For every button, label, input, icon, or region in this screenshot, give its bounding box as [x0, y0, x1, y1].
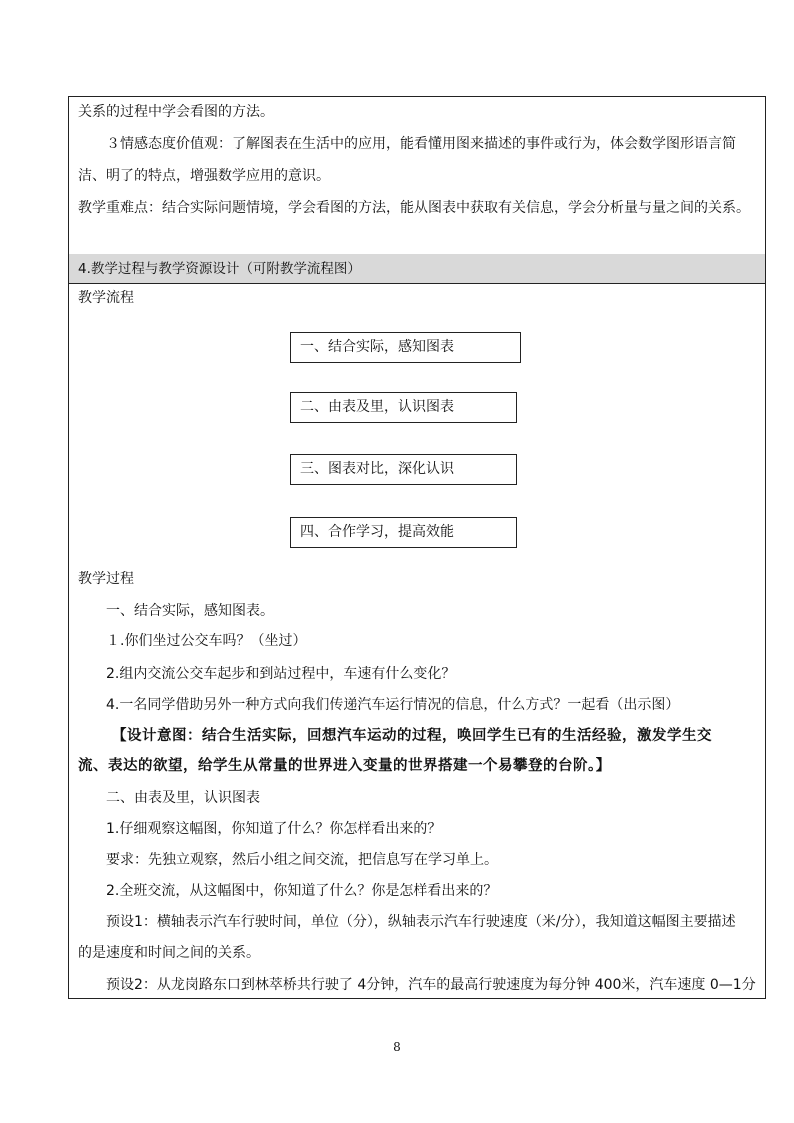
process-line: 2.组内交流公交车起步和到站过程中，车速有什么变化？ [106, 666, 456, 682]
flow-step-1: 一、结合实际，感知图表 [290, 332, 521, 363]
design-intent-line-1: 【设计意图：结合生活实际，回想汽车运动的过程，唤回学生已有的生活经验，激发学生交 [112, 727, 712, 744]
page-number: 8 [393, 1040, 401, 1054]
process-line: 的是速度和时间之间的关系。 [78, 945, 260, 961]
process-line: 4.一名同学借助另外一种方式向我们传递汽车运行情况的信息，什么方式？一起看（出示图） [106, 697, 680, 713]
flow-step-4: 四、合作学习，提高效能 [290, 517, 517, 548]
process-line: 2.全班交流，从这幅图中，你知道了什么？你是怎样看出来的？ [106, 883, 498, 899]
process-line: １.你们坐过公交车吗？（坐过） [106, 633, 307, 649]
flow-step-3: 三、图表对比，深化认识 [290, 454, 517, 485]
process-line: 预设1：横轴表示汽车行驶时间，单位（分），纵轴表示汽车行驶速度（米/分），我知道这幅图主要描述 [106, 914, 736, 930]
objective-line-3: 洁、明了的特点，增强数学应用的意识。 [78, 168, 330, 184]
key-difficulties: 教学重难点：结合实际问题情境，学会看图的方法，能从图表中获取有关信息，学会分析量与量之间的关系。 [78, 200, 750, 216]
objective-line-2: ３情感态度价值观：了解图表在生活中的应用，能看懂用图来描述的事件或行为，体会数学图形语言简 [106, 136, 736, 152]
process-line: 预设2：从龙岗路东口到林萃桥共行驶了 4分钟，汽车的最高行驶速度为每分钟 400米，汽车速度 0—1分 [106, 977, 756, 993]
process-line: 一、结合实际，感知图表。 [106, 603, 274, 619]
row-divider [69, 283, 765, 284]
process-line: 1.仔细观察这幅图，你知道了什么？你怎样看出来的？ [106, 821, 442, 837]
design-intent-line-2: 流、表达的欲望，给学生从常量的世界进入变量的世界搭建一个易攀登的台阶。】 [78, 757, 611, 774]
process-line: 二、由表及里，认识图表 [106, 790, 260, 806]
process-title: 教学过程 [78, 571, 134, 587]
document-table [68, 96, 766, 999]
flow-title: 教学流程 [78, 290, 134, 306]
section-header-title: 4.教学过程与教学资源设计（可附教学流程图） [78, 261, 361, 277]
flow-step-2: 二、由表及里，认识图表 [290, 392, 517, 423]
process-line: 要求：先独立观察，然后小组之间交流，把信息写在学习单上。 [106, 852, 498, 868]
objective-line-1: 关系的过程中学会看图的方法。 [78, 104, 274, 120]
